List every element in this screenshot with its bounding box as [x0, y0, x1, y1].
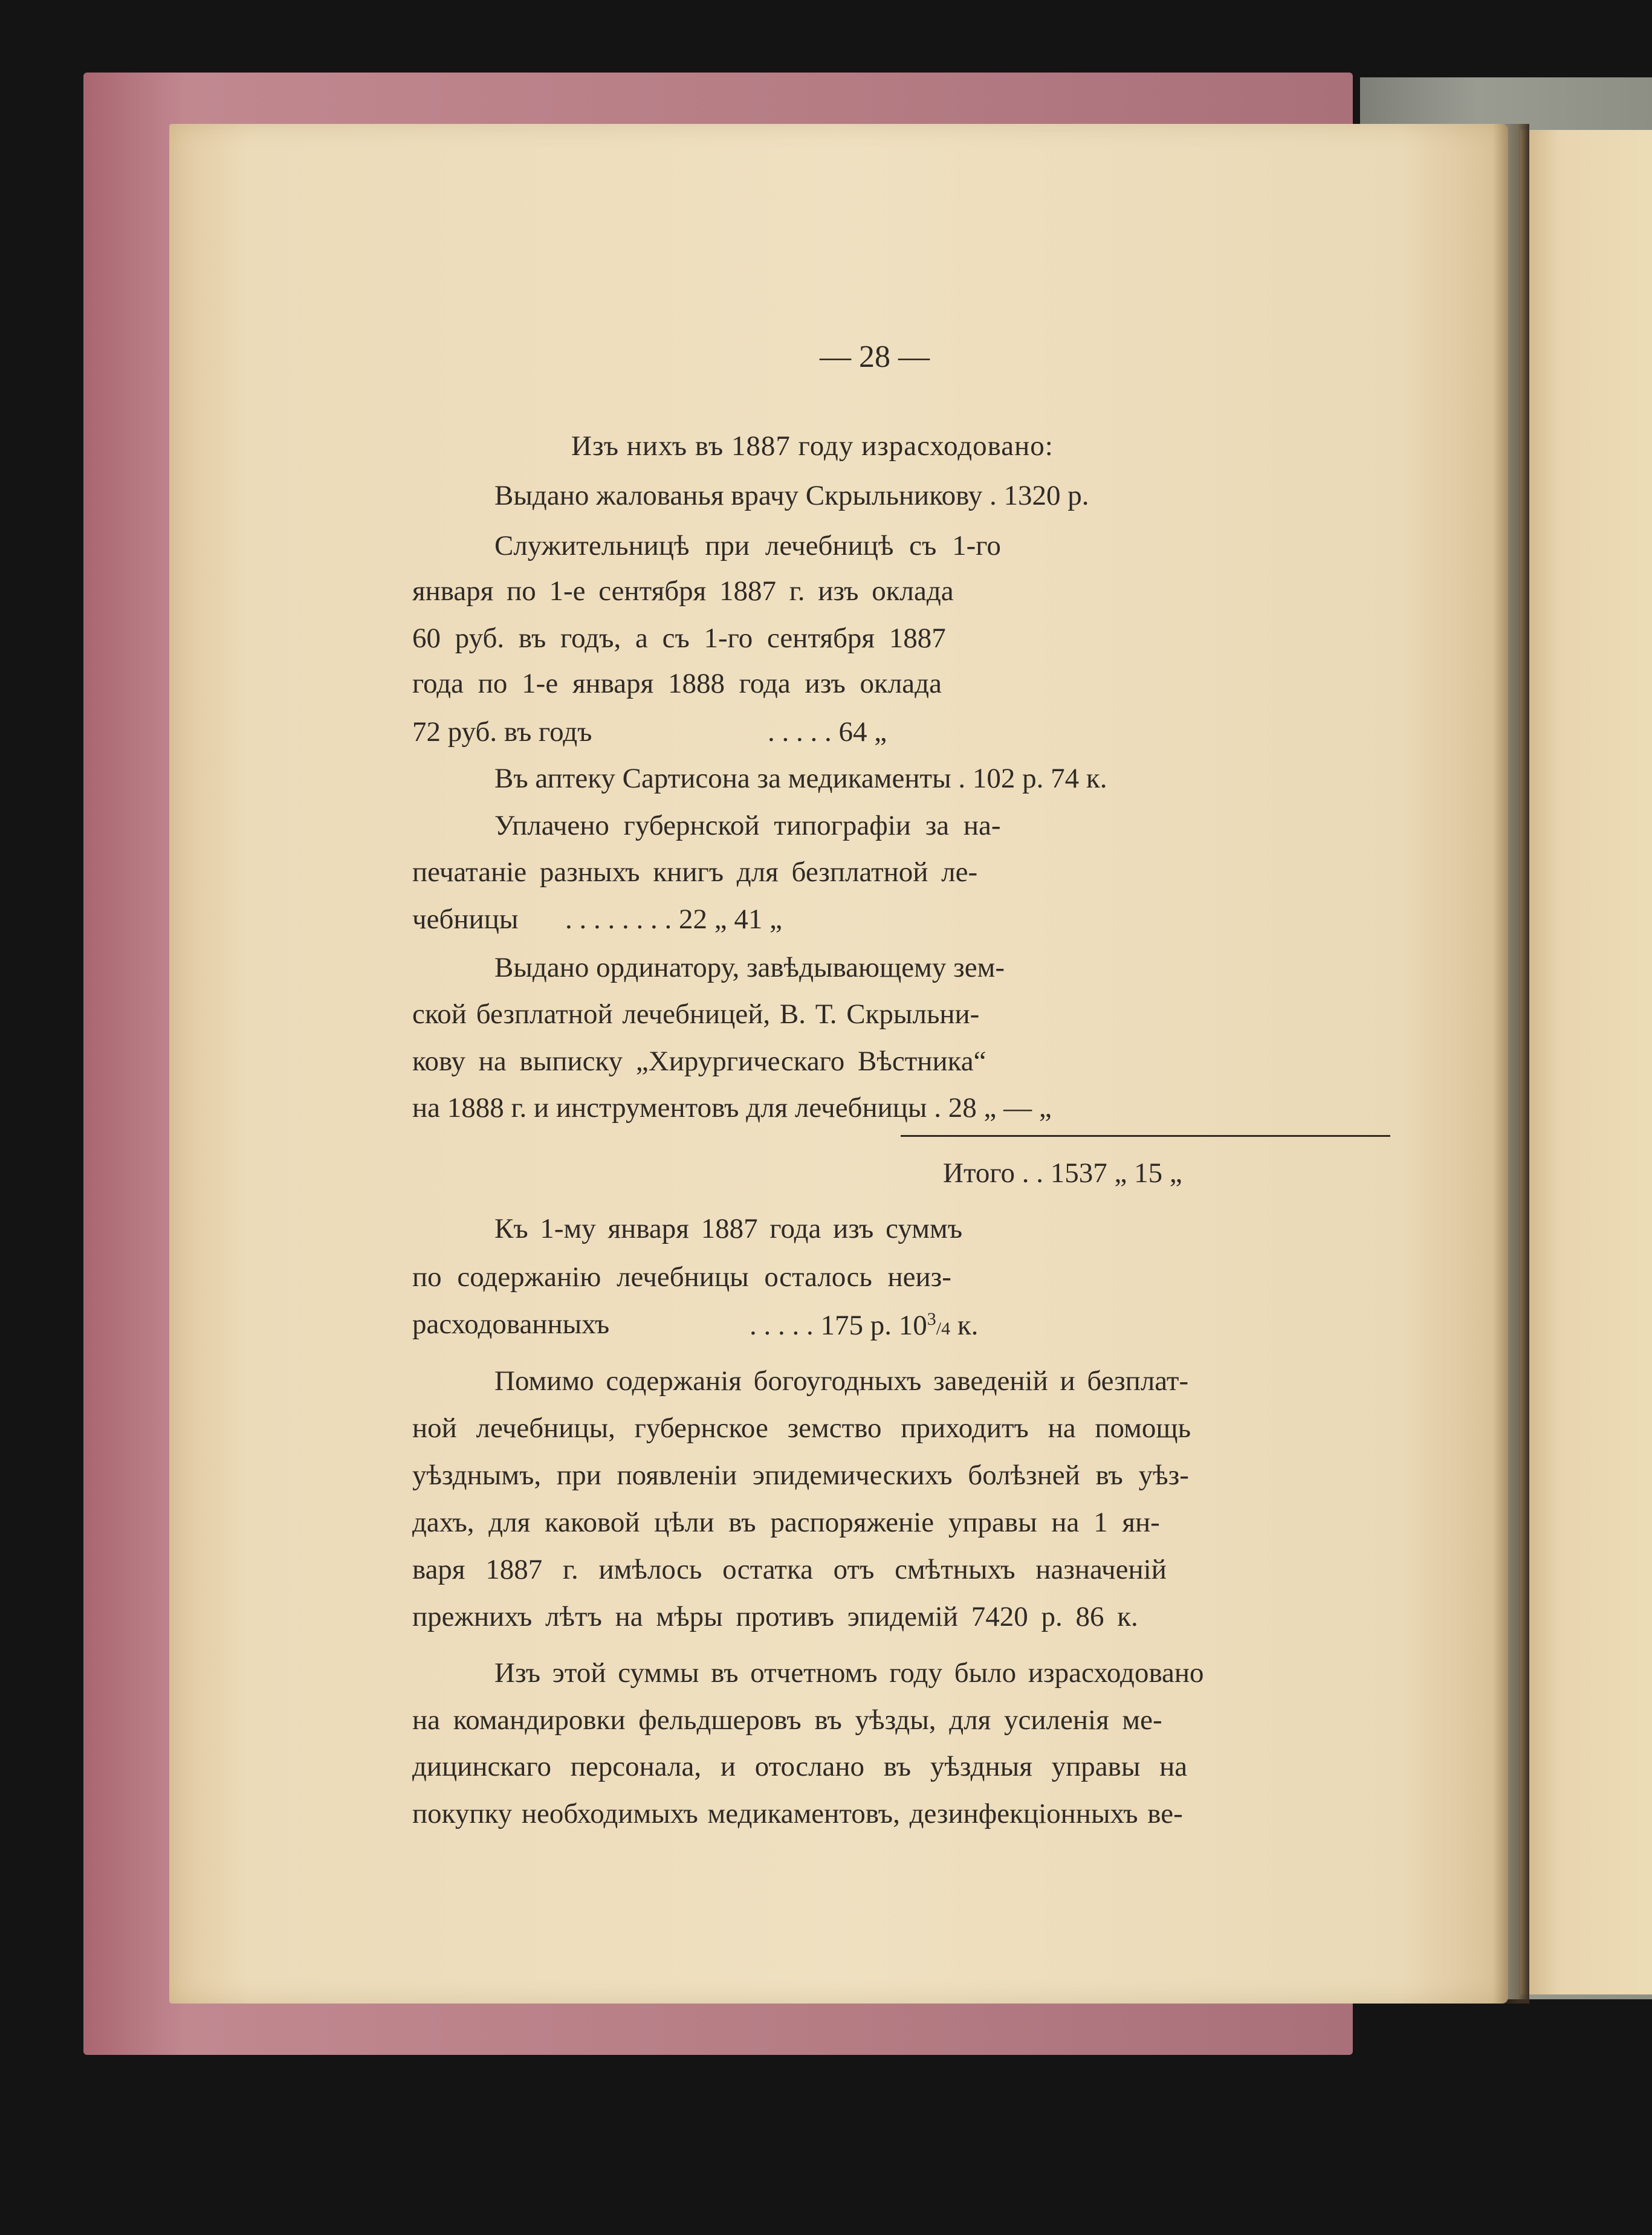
text-line: Къ 1-му января 1887 года изъ суммъ — [494, 1213, 963, 1244]
text-line: 72 руб. въ годъ — [412, 716, 592, 748]
page-number: — 28 — — [820, 340, 930, 374]
paragraph-line: на командировки фельдшеровъ въ уѣзды, для усиленія ме- — [412, 1704, 1162, 1736]
text-line: Выдано жалованья врачу Скрыльникову . 1320 р. — [494, 480, 1089, 511]
paragraph-line: прежнихъ лѣтъ на мѣры противъ эпидемій 7420 р. 86 к. — [412, 1601, 1138, 1632]
section-heading: Изъ нихъ въ 1887 году израсходовано: — [571, 430, 1054, 462]
total-line: Итого . . 1537 „ 15 „ — [943, 1157, 1182, 1189]
text-line: года по 1-е января 1888 года изъ оклада — [412, 668, 942, 699]
paragraph-line: дахъ, для каковой цѣли въ распоряженіе управы на 1 ян- — [412, 1507, 1160, 1538]
amount-line: . . . . . 64 „ — [768, 716, 887, 748]
text-line: ской безплатной лечебницей, В. Т. Скрыльни- — [412, 998, 980, 1030]
paragraph-line: дицинскаго персонала, и отослано въ уѣздныя управы на — [412, 1751, 1188, 1782]
facing-page-edge — [1520, 130, 1652, 1994]
amount-line: . . . . . 175 р. $10^3/4$ к. — [750, 1309, 979, 1341]
spine-shadow — [1493, 124, 1529, 2004]
text-line: печатаніе разныхъ книгъ для безплатной ле- — [412, 856, 978, 888]
amount-line: . . . . . . . . 22 „ 41 „ — [565, 904, 782, 935]
text-line: на 1888 г. и инструментовъ для лечебницы . 28 „ — „ — [412, 1092, 1052, 1124]
paragraph-line: уѣзднымъ, при появленіи эпидемическихъ болѣзней въ уѣз- — [412, 1460, 1189, 1491]
paragraph-line: ной лечебницы, губернское земство приходитъ на помощь — [412, 1412, 1191, 1444]
text-line: января по 1-е сентября 1887 г. изъ оклада — [412, 575, 954, 607]
text-line: расходованныхъ — [412, 1308, 610, 1340]
total-rule — [901, 1135, 1390, 1137]
text-line: 60 руб. въ годъ, а съ 1-го сентября 1887 — [412, 623, 946, 654]
paragraph-line: Помимо содержанія богоугодныхъ заведеній и безплат- — [494, 1365, 1189, 1397]
paragraph-line: покупку необходимыхъ медикаментовъ, дезинфекціонныхъ ве- — [412, 1798, 1183, 1829]
text-line: чебницы — [412, 904, 519, 935]
text-line: кову на выписку „Хирургическаго Вѣстника“ — [412, 1046, 986, 1077]
text-line: Служительницѣ при лечебницѣ съ 1-го — [494, 530, 1001, 561]
text-line: Въ аптеку Сартисона за медикаменты . 102 р. 74 к. — [494, 763, 1107, 794]
text-line: Выдано ординатору, завѣдывающему зем- — [494, 952, 1005, 983]
text-line: Уплачено губернской типографіи за на- — [494, 810, 1001, 841]
text-line: по содержанію лечебницы осталось неиз- — [412, 1261, 951, 1293]
paragraph-line: Изъ этой суммы въ отчетномъ году было израсходовано — [494, 1657, 1204, 1689]
paragraph-line: варя 1887 г. имѣлось остатка отъ смѣтныхъ назначеній — [412, 1554, 1167, 1585]
